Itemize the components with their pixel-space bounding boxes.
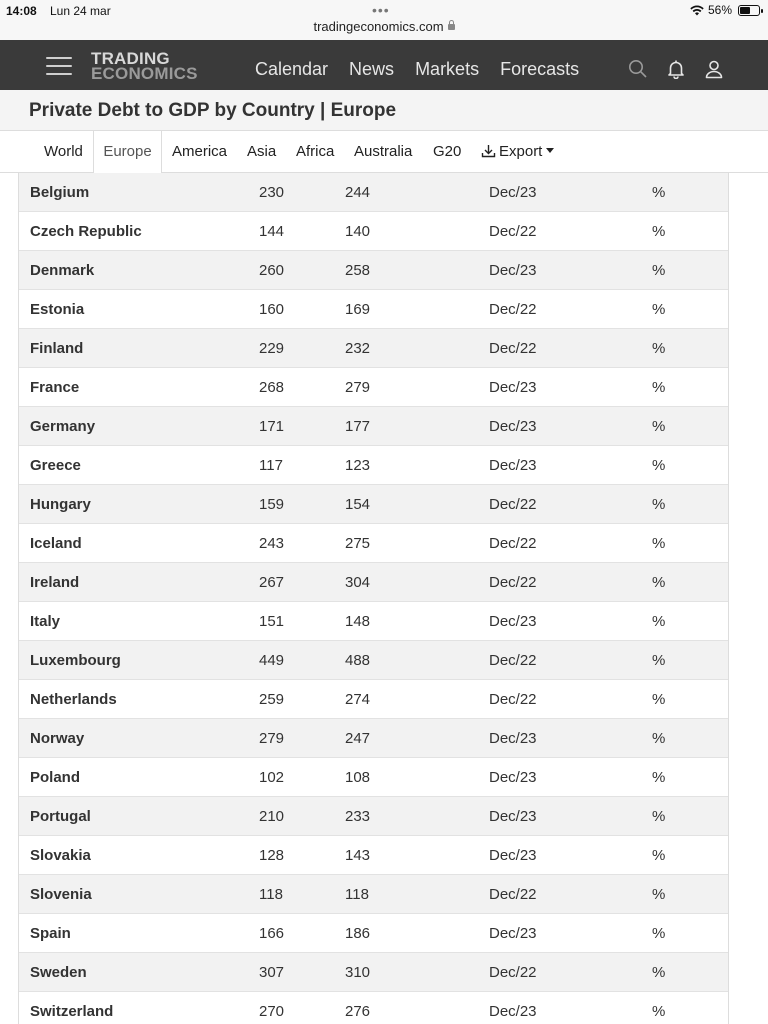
- user-icon[interactable]: [704, 59, 724, 79]
- last-value-cell: 230: [259, 184, 285, 201]
- country-cell[interactable]: Luxembourg: [30, 652, 121, 669]
- last-value-cell: 259: [259, 691, 285, 708]
- previous-value-cell: 123: [345, 457, 371, 474]
- country-cell[interactable]: Iceland: [30, 535, 82, 552]
- reference-cell: Dec/23: [489, 769, 537, 786]
- battery-percent: 56%: [707, 3, 732, 17]
- country-cell[interactable]: Italy: [30, 613, 61, 630]
- unit-cell: %: [652, 184, 666, 201]
- country-cell[interactable]: Spain: [30, 925, 71, 942]
- previous-value-cell: 108: [345, 769, 371, 786]
- reference-cell: Dec/23: [489, 925, 537, 942]
- country-cell[interactable]: Czech Republic: [30, 223, 142, 240]
- tab-africa[interactable]: Africa: [296, 143, 335, 160]
- table-row[interactable]: [19, 173, 728, 212]
- status-indicators: [690, 3, 760, 17]
- url-text: tradingeconomics.com: [313, 19, 444, 34]
- country-cell[interactable]: Sweden: [30, 964, 87, 981]
- last-value-cell: 118: [259, 886, 283, 903]
- bell-icon[interactable]: [666, 59, 686, 79]
- logo-top: TRADING: [91, 49, 170, 68]
- reference-cell: Dec/23: [489, 262, 537, 279]
- battery-fill: [740, 7, 750, 14]
- previous-value-cell: 233: [345, 808, 371, 825]
- table-row[interactable]: [19, 953, 728, 992]
- table-row[interactable]: [19, 524, 728, 563]
- unit-cell: %: [652, 691, 666, 708]
- previous-value-cell: 275: [345, 535, 371, 552]
- reference-cell: Dec/23: [489, 847, 537, 864]
- table-row[interactable]: [19, 641, 728, 680]
- unit-cell: %: [652, 496, 666, 513]
- last-value-cell: 260: [259, 262, 285, 279]
- site-logo[interactable]: [91, 51, 198, 81]
- unit-cell: %: [652, 730, 666, 747]
- data-table: [18, 173, 729, 1024]
- previous-value-cell: 154: [345, 496, 371, 513]
- reference-cell: Dec/22: [489, 340, 537, 357]
- page-title: Private Debt to GDP by Country | Europe: [29, 100, 397, 121]
- country-cell[interactable]: Hungary: [30, 496, 91, 513]
- table-row[interactable]: [19, 212, 728, 251]
- search-icon[interactable]: [628, 59, 648, 79]
- previous-value-cell: 279: [345, 379, 371, 396]
- table-row[interactable]: [19, 329, 728, 368]
- reference-cell: Dec/22: [489, 301, 537, 318]
- table-row[interactable]: [19, 758, 728, 797]
- table-row[interactable]: [19, 290, 728, 329]
- country-cell[interactable]: Slovenia: [30, 886, 92, 903]
- previous-value-cell: 177: [345, 418, 371, 435]
- unit-cell: %: [652, 886, 666, 903]
- download-icon: [481, 144, 496, 158]
- unit-cell: %: [652, 1003, 666, 1020]
- last-value-cell: 128: [259, 847, 285, 864]
- unit-cell: %: [652, 574, 666, 591]
- table-row[interactable]: [19, 836, 728, 875]
- unit-cell: %: [652, 925, 666, 942]
- unit-cell: %: [652, 847, 666, 864]
- unit-cell: %: [652, 808, 666, 825]
- unit-cell: %: [652, 223, 666, 240]
- tab-europe[interactable]: Europe: [93, 131, 162, 174]
- previous-value-cell: 304: [345, 574, 371, 591]
- export-button[interactable]: [481, 131, 554, 173]
- unit-cell: %: [652, 652, 666, 669]
- unit-cell: %: [652, 340, 666, 357]
- table-row[interactable]: [19, 485, 728, 524]
- unit-cell: %: [652, 379, 666, 396]
- unit-cell: %: [652, 262, 666, 279]
- table-row[interactable]: [19, 719, 728, 758]
- table-row[interactable]: [19, 368, 728, 407]
- reference-cell: Dec/22: [489, 691, 537, 708]
- country-cell[interactable]: Poland: [30, 769, 81, 786]
- country-cell[interactable]: Switzerland: [30, 1003, 114, 1020]
- table-row[interactable]: [19, 563, 728, 602]
- reference-cell: Dec/23: [489, 808, 537, 825]
- table-row[interactable]: [19, 251, 728, 290]
- reference-cell: Dec/22: [489, 886, 537, 903]
- country-cell[interactable]: Ireland: [30, 574, 80, 591]
- previous-value-cell: 186: [345, 925, 371, 942]
- unit-cell: %: [652, 964, 666, 981]
- status-bar: [0, 0, 768, 40]
- reference-cell: Dec/22: [489, 223, 537, 240]
- unit-cell: %: [652, 535, 666, 552]
- reference-cell: Dec/23: [489, 418, 537, 435]
- table-row[interactable]: [19, 602, 728, 641]
- unit-cell: %: [652, 418, 666, 435]
- previous-value-cell: 169: [345, 301, 371, 318]
- last-value-cell: 279: [259, 730, 285, 747]
- previous-value-cell: 140: [345, 223, 371, 240]
- reference-cell: Dec/23: [489, 184, 537, 201]
- reference-cell: Dec/22: [489, 652, 537, 669]
- title-bar: [0, 90, 768, 131]
- last-value-cell: 159: [259, 496, 285, 513]
- reference-cell: Dec/22: [489, 574, 537, 591]
- table-row[interactable]: [19, 680, 728, 719]
- previous-value-cell: 488: [345, 652, 371, 669]
- tab-australia[interactable]: Australia: [354, 143, 413, 160]
- last-value-cell: 117: [259, 457, 283, 474]
- reference-cell: Dec/22: [489, 535, 537, 552]
- previous-value-cell: 232: [345, 340, 371, 357]
- previous-value-cell: 247: [345, 730, 371, 747]
- last-value-cell: 151: [259, 613, 285, 630]
- region-tabs: [0, 131, 768, 173]
- multitasking-dots-icon[interactable]: •••: [372, 2, 390, 18]
- tab-asia[interactable]: Asia: [247, 143, 277, 160]
- last-value-cell: 160: [259, 301, 285, 318]
- previous-value-cell: 274: [345, 691, 371, 708]
- country-cell[interactable]: Greece: [30, 457, 81, 474]
- nav-markets[interactable]: Markets: [415, 59, 480, 79]
- header-icons: [628, 59, 724, 79]
- table-row[interactable]: [19, 992, 728, 1024]
- export-label: Export: [499, 143, 543, 160]
- last-value-cell: 171: [259, 418, 285, 435]
- reference-cell: Dec/23: [489, 379, 537, 396]
- nav-calendar[interactable]: Calendar: [255, 59, 329, 79]
- site-header: [0, 40, 768, 90]
- previous-value-cell: 143: [345, 847, 371, 864]
- table-row[interactable]: [19, 446, 728, 485]
- unit-cell: %: [652, 301, 666, 318]
- reference-cell: Dec/22: [489, 964, 537, 981]
- reference-cell: Dec/23: [489, 1003, 537, 1020]
- nav-news[interactable]: News: [349, 59, 395, 79]
- table-row[interactable]: [19, 875, 728, 914]
- battery-icon: [738, 5, 760, 16]
- last-value-cell: 229: [259, 340, 285, 357]
- country-cell[interactable]: Slovakia: [30, 847, 91, 864]
- country-cell[interactable]: Belgium: [30, 184, 90, 201]
- last-value-cell: 166: [259, 925, 285, 942]
- last-value-cell: 102: [259, 769, 285, 786]
- tab-america[interactable]: America: [172, 143, 228, 160]
- country-cell[interactable]: Portugal: [30, 808, 91, 825]
- last-value-cell: 307: [259, 964, 285, 981]
- previous-value-cell: 244: [345, 184, 371, 201]
- address-bar[interactable]: [0, 19, 768, 34]
- reference-cell: Dec/23: [489, 613, 537, 630]
- tab-world[interactable]: World: [44, 143, 83, 160]
- country-cell[interactable]: Netherlands: [30, 691, 117, 708]
- last-value-cell: 449: [259, 652, 285, 669]
- table-row[interactable]: [19, 407, 728, 446]
- chevron-down-icon: [546, 148, 554, 153]
- country-cell[interactable]: Norway: [30, 730, 85, 747]
- status-time: 14:08: [6, 4, 37, 18]
- last-value-cell: 267: [259, 574, 285, 591]
- last-value-cell: 144: [259, 223, 285, 240]
- last-value-cell: 243: [259, 535, 285, 552]
- lock-icon: [448, 24, 455, 30]
- reference-cell: Dec/22: [489, 496, 537, 513]
- country-cell[interactable]: Denmark: [30, 262, 95, 279]
- unit-cell: %: [652, 769, 666, 786]
- previous-value-cell: 276: [345, 1003, 371, 1020]
- status-date: Lun 24 mar: [50, 4, 111, 18]
- main-nav: [255, 59, 600, 80]
- country-cell[interactable]: Finland: [30, 340, 84, 357]
- last-value-cell: 268: [259, 379, 285, 396]
- unit-cell: %: [652, 457, 666, 474]
- table-row[interactable]: [19, 914, 728, 953]
- reference-cell: Dec/23: [489, 457, 537, 474]
- country-cell[interactable]: Germany: [30, 418, 96, 435]
- tab-g20[interactable]: G20: [433, 143, 462, 160]
- last-value-cell: 270: [259, 1003, 285, 1020]
- country-cell[interactable]: Estonia: [30, 301, 85, 318]
- previous-value-cell: 148: [345, 613, 371, 630]
- reference-cell: Dec/23: [489, 730, 537, 747]
- logo-bottom: ECONOMICS: [91, 64, 198, 83]
- table-row[interactable]: [19, 797, 728, 836]
- previous-value-cell: 118: [345, 886, 369, 903]
- menu-icon[interactable]: [46, 57, 72, 75]
- previous-value-cell: 258: [345, 262, 371, 279]
- previous-value-cell: 310: [345, 964, 371, 981]
- nav-forecasts[interactable]: Forecasts: [500, 59, 580, 79]
- unit-cell: %: [652, 613, 666, 630]
- country-cell[interactable]: France: [30, 379, 80, 396]
- last-value-cell: 210: [259, 808, 285, 825]
- wifi-icon: [690, 5, 704, 15]
